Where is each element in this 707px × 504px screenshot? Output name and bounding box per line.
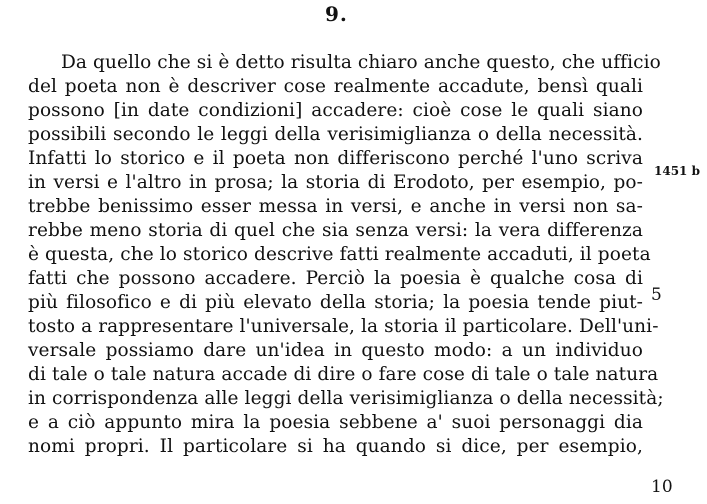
text-line: più filosofico e di più elevato della storia; la poesia tende piut- bbox=[28, 292, 643, 313]
text-line: del poeta non è descriver cose realmente accadute, bensì quali bbox=[28, 76, 643, 97]
text-line: è questa, che lo storico descrive fatti realmente accaduti, il poeta bbox=[28, 244, 651, 265]
text-line: nomi propri. Il particolare si ha quando si dice, per esempio, bbox=[28, 436, 643, 457]
text-line: versale possiamo dare un'idea in questo modo: a un individuo bbox=[28, 340, 643, 361]
body-text bbox=[28, 51, 664, 459]
chapter-number: 9. bbox=[325, 2, 348, 26]
text-line: rebbe meno storia di quel che sia senza versi: la vera differenza bbox=[28, 220, 643, 241]
text-line: possibili secondo le leggi della verisimiglianza o della necessità. bbox=[28, 124, 643, 145]
text-line: e a ciò appunto mira la poesia sebbene a' suoi personaggi dia bbox=[28, 412, 643, 433]
text-line: Infatti lo storico e il poeta non differiscono perché l'uno scriva bbox=[28, 148, 643, 169]
text-line: Da quello che si è detto risulta chiaro anche questo, che ufficio bbox=[61, 52, 661, 73]
text-line: tosto a rappresentare l'universale, la storia il particolare. Dell'uni- bbox=[28, 316, 659, 337]
text-line: trebbe benissimo esser messa in versi, e anche in versi non sa- bbox=[28, 196, 643, 217]
text-line: fatti che possono accadere. Perciò la poesia è qualche cosa di bbox=[28, 268, 643, 289]
bekker-reference: 1451 b bbox=[654, 164, 700, 178]
line-number-10: 10 bbox=[651, 477, 673, 497]
text-line: in versi e l'altro in prosa; la storia di Erodoto, per esempio, po- bbox=[28, 172, 643, 193]
text-line: in corrispondenza alle leggi della verisimiglianza o della necessità; bbox=[28, 388, 664, 409]
line-number-5: 5 bbox=[651, 285, 662, 305]
text-line: di tale o tale natura accade di dire o fare cose di tale o tale natura bbox=[28, 364, 659, 385]
text-line: possono [in date condizioni] accadere: cioè cose le quali siano bbox=[28, 100, 643, 121]
